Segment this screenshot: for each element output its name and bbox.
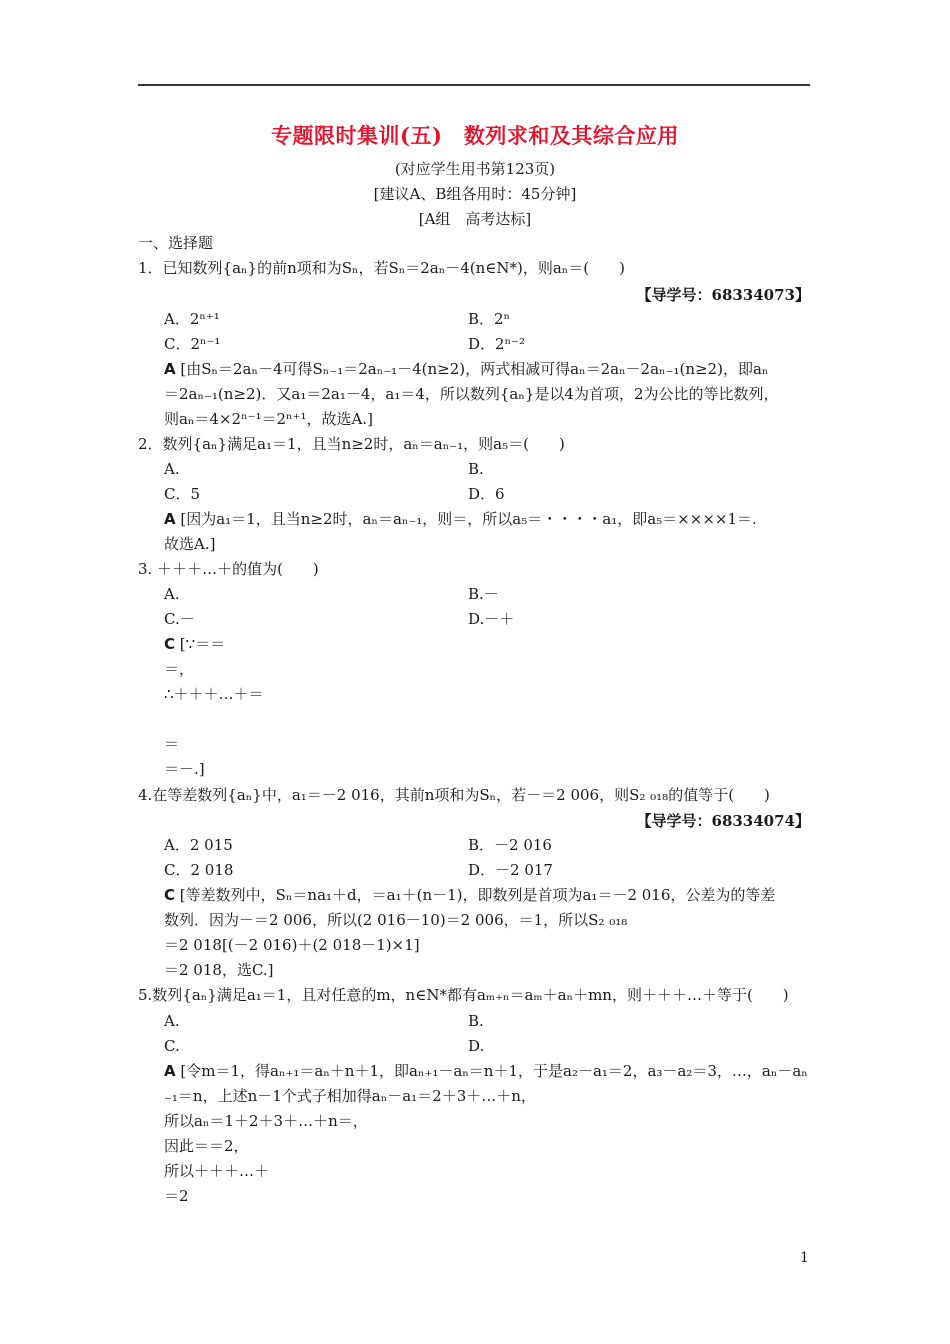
q4-solution-text: [等差数列中，Sₙ＝na₁＋d，＝a₁＋(n－1)，即数列是首项为a₁＝－2 016，公差为的等差 xyxy=(179,886,776,904)
q3-solution-text: [∵＝＝ xyxy=(179,635,226,653)
q3-solution-line-4: ＝ xyxy=(164,735,180,753)
q4-option-d: D．－2 017 xyxy=(468,861,553,879)
q3-answer: C xyxy=(164,635,176,653)
q4-option-a: A．2 015 xyxy=(164,836,233,854)
q1-solution-line-3: 则aₙ＝4×2ⁿ⁻¹＝2ⁿ⁺¹，故选A.] xyxy=(164,410,373,428)
q3-solution-line-3: ∴＋＋＋…＋＝ xyxy=(164,685,264,703)
group-label: [A组 高考达标] xyxy=(418,210,532,228)
q5-answer: A xyxy=(164,1062,176,1080)
q1-stem: 1．已知数列{aₙ}的前n项和为Sₙ，若Sₙ＝2aₙ－4(n∈N*)，则aₙ＝( ) xyxy=(138,259,626,277)
q5-option-a: A. xyxy=(164,1012,180,1030)
q1-answer: A xyxy=(164,360,176,378)
q5-solution-line xyxy=(164,1061,808,1081)
top-rule xyxy=(138,84,810,86)
q1-solution-line-2: ＝2aₙ₋₁(n≥2)．又a₁＝2a₁－4，a₁＝4，所以数列{aₙ}是以4为首项，2为公比的等比数列， xyxy=(164,385,779,403)
q5-option-c: C. xyxy=(164,1037,180,1055)
q4-stem: 4.在等差数列{aₙ}中，a₁＝－2 016，其前n项和为Sₙ，若－＝2 006，则S₂ ₀₁₈的值等于( ) xyxy=(138,786,770,804)
q2-solution-text: [因为a₁＝1，且当n≥2时，aₙ＝aₙ₋₁，则＝，所以a₅＝・・・・a₁，即a₅＝××××1＝. xyxy=(180,510,757,528)
q4-solution-line-3: ＝2 018[(－2 016)＋(2 018－1)×1] xyxy=(164,936,420,954)
section-heading: 一、选择题 xyxy=(138,234,214,252)
q2-solution-line-2: 故选A.] xyxy=(164,535,216,553)
q1-option-a: A．2ⁿ⁺¹ xyxy=(164,310,220,328)
q1-guide-code: 【导学号：68334073】 xyxy=(636,286,810,304)
q2-option-c: C．5 xyxy=(164,485,201,503)
q3-option-c: C.－ xyxy=(164,610,195,628)
q1-option-c: C．2ⁿ⁻¹ xyxy=(164,335,221,353)
q4-solution-line-2: 数列．因为－＝2 006，所以(2 016－10)＝2 006，＝1，所以S₂ ₀₁₈ xyxy=(164,911,628,929)
q1-option-b: B．2ⁿ xyxy=(468,310,511,328)
book-reference: (对应学生用书第123页) xyxy=(394,160,556,178)
page-title: 专题限时集训(五) 数列求和及其综合应用 xyxy=(271,123,679,148)
q2-option-a: A. xyxy=(164,460,180,478)
q3-solution-line xyxy=(164,634,225,654)
q4-option-c: C．2 018 xyxy=(164,861,234,879)
page-number: 1 xyxy=(800,1250,809,1266)
q2-option-b: B. xyxy=(468,460,484,478)
q4-option-b: B．－2 016 xyxy=(468,836,552,854)
q3-option-b: B.－ xyxy=(468,585,499,603)
q2-answer: A xyxy=(164,510,176,528)
q5-solution-line-6: ＝2 xyxy=(164,1187,189,1205)
q2-solution-line xyxy=(164,509,757,529)
q4-answer: C xyxy=(164,886,176,904)
q2-option-d: D．6 xyxy=(468,485,505,503)
q3-option-a: A. xyxy=(164,585,180,603)
q3-stem: 3. ＋＋＋…＋的值为( ) xyxy=(138,560,319,578)
q5-option-b: B. xyxy=(468,1012,484,1030)
q4-solution-line-4: ＝2 018，选C.] xyxy=(164,961,274,979)
q5-stem: 5.数列{aₙ}满足a₁＝1，且对任意的m，n∈N*都有aₘ₊ₙ＝aₘ＋aₙ＋mn，则＋＋＋…＋等于( ) xyxy=(138,986,789,1004)
q3-solution-line-2: ＝， xyxy=(164,660,195,678)
q4-guide-code: 【导学号：68334074】 xyxy=(636,812,810,830)
q4-solution-line xyxy=(164,885,775,905)
q5-solution-text: [令m＝1，得aₙ₊₁＝aₙ＋n＋1，即aₙ₊₁－aₙ＝n＋1，于是a₂－a₁＝2，a₃－a₂＝3，…，aₙ－aₙ xyxy=(180,1062,808,1080)
time-suggestion: [建议A、B组各用时：45分钟] xyxy=(373,185,577,203)
q3-option-d: D.－＋ xyxy=(468,610,515,628)
q2-stem: 2．数列{aₙ}满足a₁＝1，且当n≥2时，aₙ＝aₙ₋₁，则a₅＝( ) xyxy=(138,435,565,453)
q1-solution-text: [由Sₙ＝2aₙ－4可得Sₙ₋₁＝2aₙ₋₁－4(n≥2)，两式相减可得aₙ＝2aₙ－2aₙ₋₁(n≥2)，即aₙ xyxy=(180,360,769,378)
q5-solution-line-3: 所以aₙ＝1＋2＋3＋…＋n＝， xyxy=(164,1112,368,1130)
q5-solution-line-2: ₋₁＝n，上述n－1个式子相加得aₙ－a₁＝2＋3＋…＋n， xyxy=(164,1087,536,1105)
q1-option-d: D．2ⁿ⁻² xyxy=(468,335,525,353)
q3-solution-line-5: ＝－.] xyxy=(164,760,205,778)
q5-option-d: D. xyxy=(468,1037,485,1055)
q1-solution-line xyxy=(164,359,768,379)
q5-solution-line-4: 因此＝＝2， xyxy=(164,1137,249,1155)
q5-solution-line-5: 所以＋＋＋…＋ xyxy=(164,1162,270,1180)
